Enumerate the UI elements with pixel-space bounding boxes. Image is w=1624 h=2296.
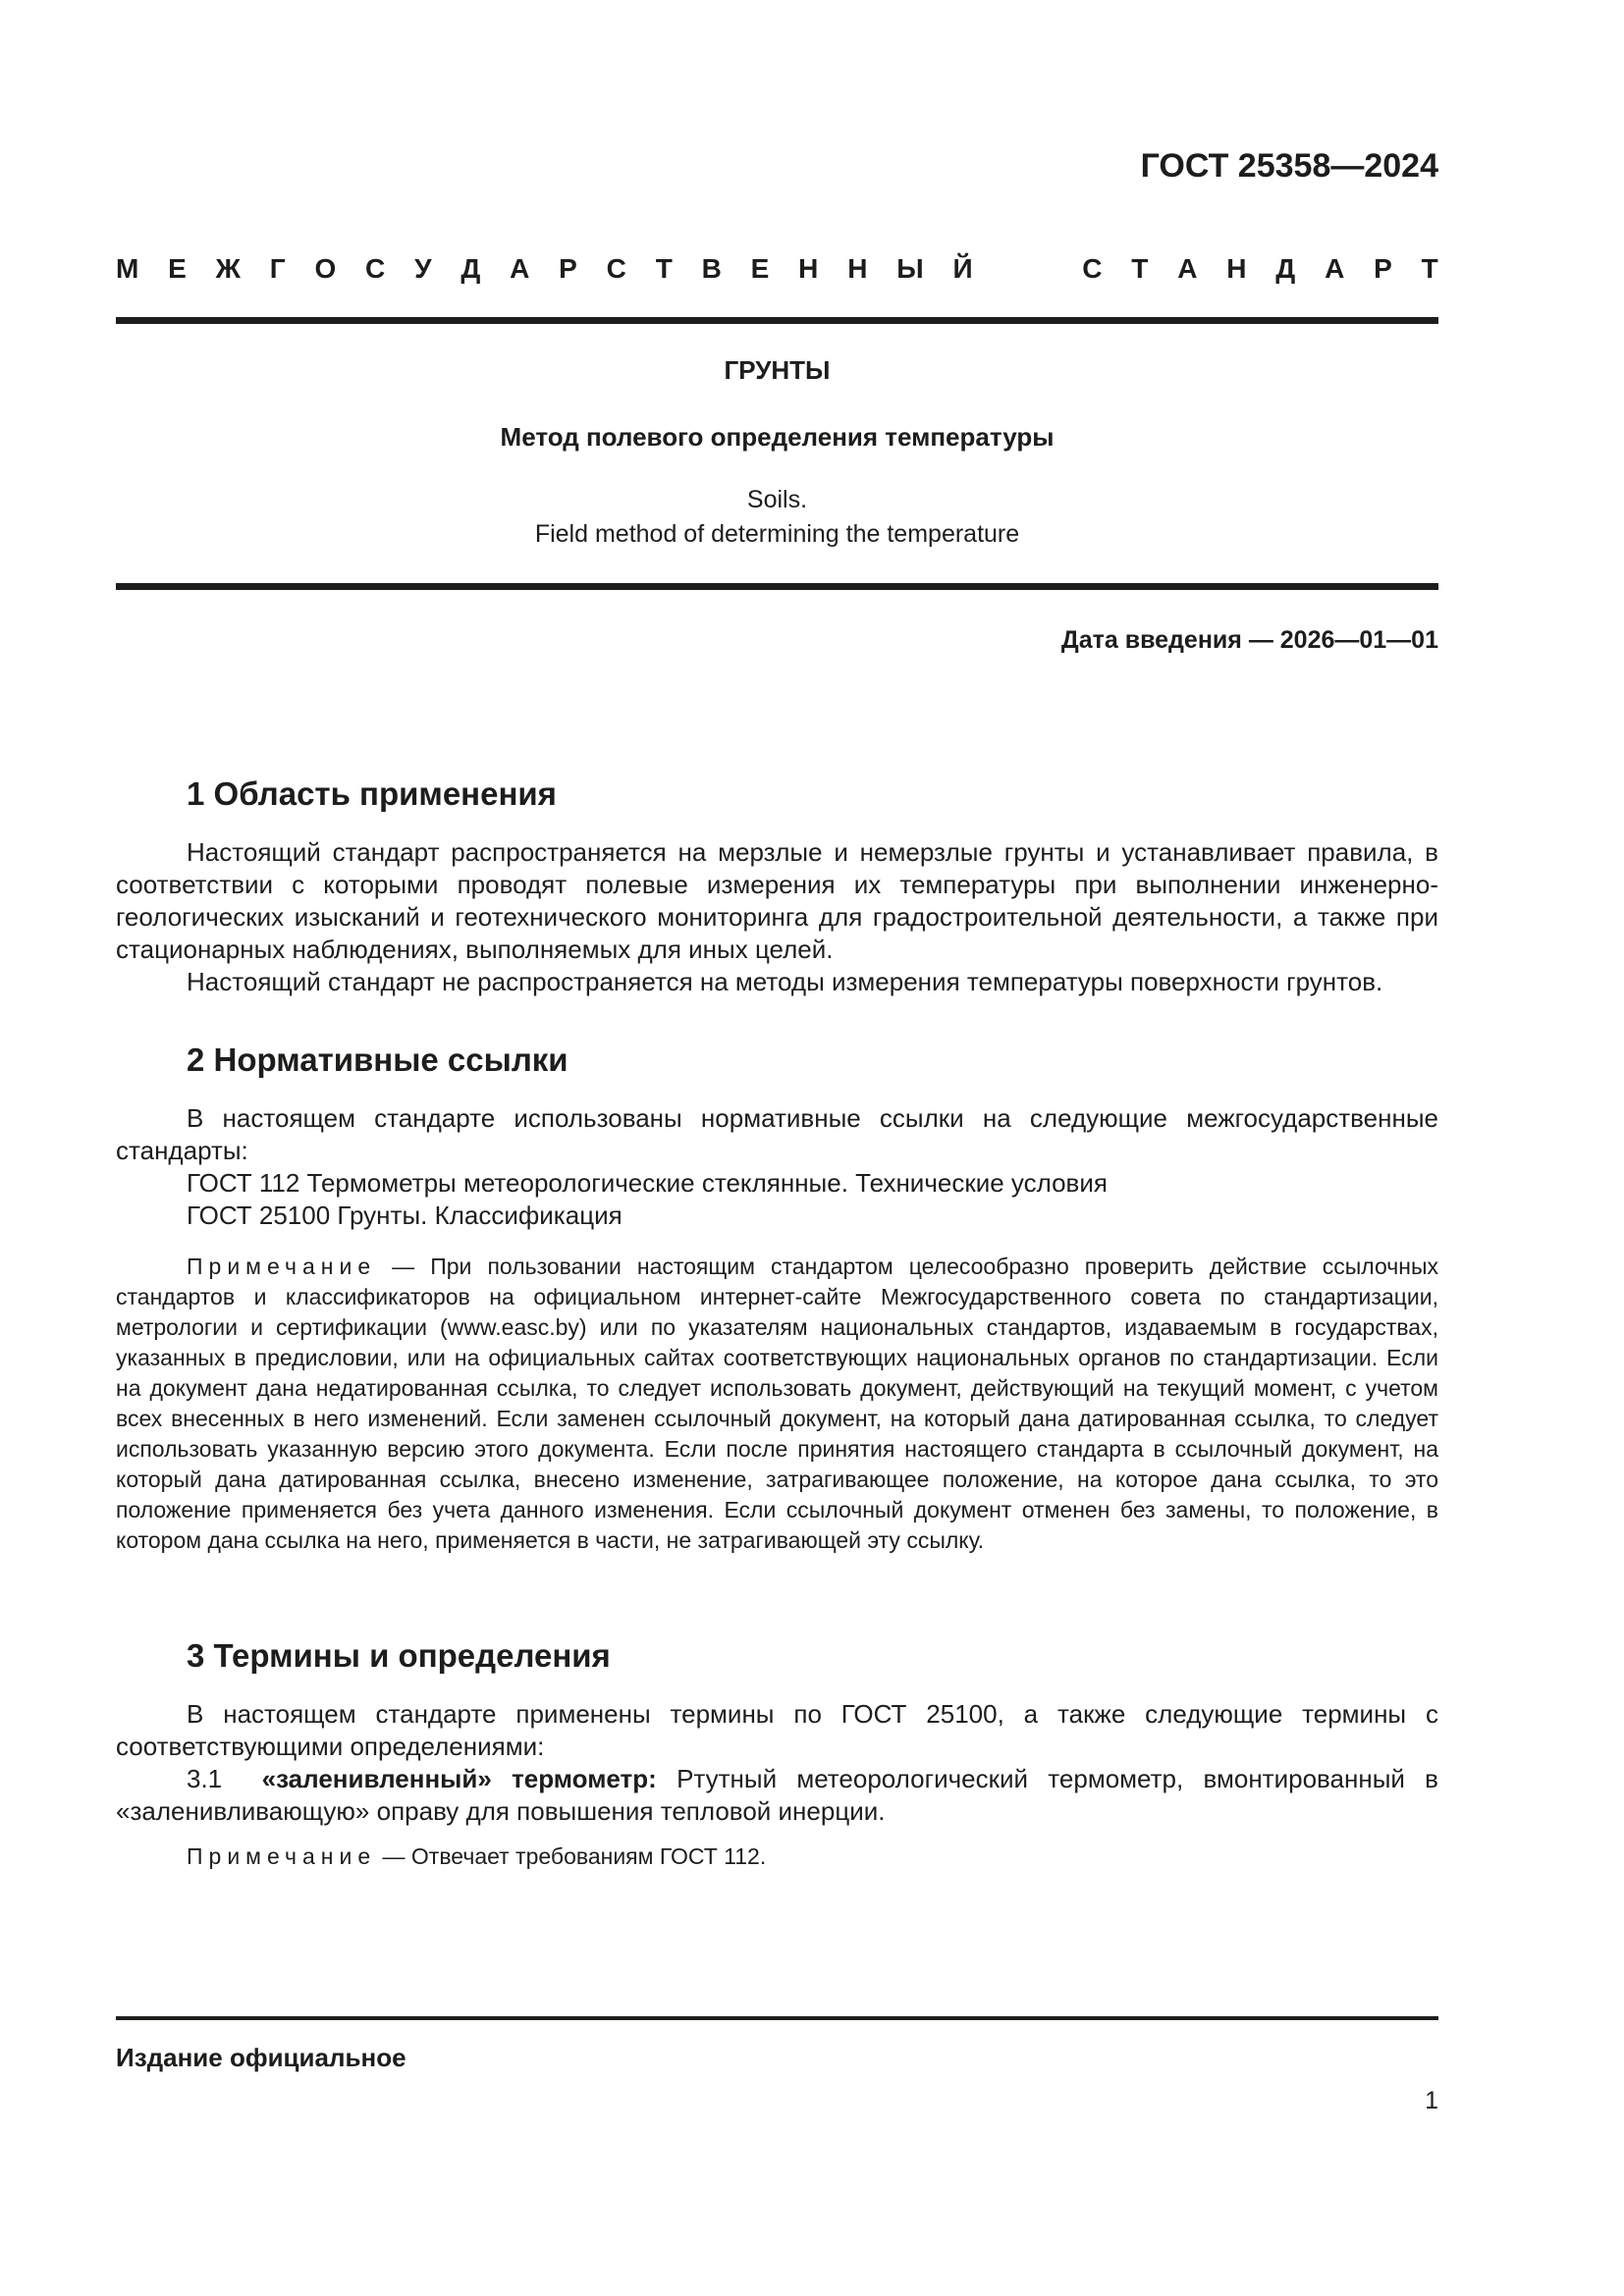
standard-type-letter: А — [510, 253, 530, 284]
document-subtitle: Метод полевого определения температуры — [500, 422, 1055, 452]
standard-type-letter: Д — [460, 253, 481, 284]
standard-type-letter: Р — [559, 253, 577, 284]
standard-type-letter: Р — [1374, 253, 1392, 284]
standard-type-letter: А — [1325, 253, 1345, 284]
note-label: Примечание — [187, 1843, 377, 1869]
note-text: — Отвечает требованиям ГОСТ 112. — [376, 1843, 767, 1869]
term-3-1 — [116, 1763, 1438, 1828]
section-1-paragraph-1: Настоящий стандарт распространяется на мерзлые и немерзлые грунты и устанавливает правила, в соответствии с которыми проводят полевые измерения их температуры при выполнении инженерно-геологических изысканий и геотехнического мониторинга для градостроительной деятельности, а также при стационарных наблюдениях, выполняемых для иных целей. — [116, 837, 1438, 964]
standard-type-letter: С — [1082, 253, 1103, 284]
document-title: ГРУНТЫ — [724, 355, 831, 385]
standard-type-letter: С — [606, 253, 626, 284]
note-label: Примечание — [187, 1254, 377, 1279]
standard-type-letter: М — [116, 253, 139, 284]
standard-type-letter: Т — [1421, 253, 1438, 284]
section-2-heading: 2 Нормативные ссылки — [187, 1041, 568, 1078]
section-3-body — [116, 1698, 1438, 1828]
note-text: — При пользовании настоящим стандартом целесообразно проверить действие ссылочных стандартов и классификаторов на официальном интернет-сайте Межгосударственного совета по стандартизации, метрологии и сертификации (www.easc.by) или по указателям национальных стандартов, издаваемым в государствах, указанных в предисловии, или на официальных сайтах соответствующих национальных органов по стандартизации. Если на документ дана недатированная ссылка, то следует использовать документ, действующий на текущий момент, с учетом всех внесенных в него изменений. Если заменен ссылочный документ, на который дана датированная ссылка, то следует использовать указанную версию этого документа. Если после принятия настоящего стандарта в ссылочный документ, на который дана датированная ссылка, внесено изменение, затрагивающее положение, на которое дана ссылка, то это положение применяется без учета данного изменения. Если ссылочный документ отменен без замены, то положение, в котором дана ссылка на него, применяется в части, не затрагивающей эту ссылку. — [116, 1254, 1438, 1553]
section-2-paragraph-1: В настоящем стандарте использованы нормативные ссылки на следующие межгосударственные стандарты: — [116, 1103, 1438, 1165]
standard-type-letter: Д — [1275, 253, 1296, 284]
page-number: 1 — [1425, 2087, 1438, 2114]
standard-type-letter: Н — [798, 253, 819, 284]
reference-gost-25100: ГОСТ 25100 Грунты. Классификация — [187, 1201, 623, 1230]
standard-type-letter: Ы — [896, 253, 924, 284]
reference-gost-112: ГОСТ 112 Термометры метеорологические стеклянные. Технические условия — [187, 1168, 1108, 1198]
english-title-line1: Soils. — [746, 486, 808, 513]
section-3-note — [116, 1842, 1438, 1872]
term-name: «заленивленный» термометр: — [261, 1764, 657, 1793]
header-rule — [116, 317, 1438, 324]
standard-type-letter: Е — [168, 253, 187, 284]
section-1-paragraph-2: Настоящий стандарт не распространяется на методы измерения температуры поверхности грунтов. — [187, 967, 1383, 996]
section-2-note — [116, 1252, 1438, 1556]
introduction-date: Дата введения — 2026—01—01 — [1060, 626, 1438, 654]
standard-type-letter: Г — [269, 253, 286, 284]
section-3-paragraph-1: В настоящем стандарте применены термины по ГОСТ 25100, а также следующие термины с соответствующими определениями: — [116, 1699, 1438, 1761]
standard-type-letter: У — [414, 253, 432, 284]
section-1-heading: 1 Область применения — [187, 775, 557, 812]
term-definition: Ртутный метеорологический термометр, вмонтированный в «заленивливающую» оправу для повышения тепловой инерции. — [116, 1764, 1438, 1826]
english-title — [116, 483, 1438, 552]
section-3-heading: 3 Термины и определения — [187, 1637, 611, 1674]
section-2-body — [116, 1102, 1438, 1167]
standard-type-letter: Т — [655, 253, 673, 284]
standard-type-letter: Т — [1131, 253, 1149, 284]
standard-type-letter: О — [314, 253, 337, 284]
standard-type-letter: А — [1177, 253, 1198, 284]
standard-type-letter: С — [365, 253, 386, 284]
standard-type-letter: Н — [847, 253, 868, 284]
standard-type-label — [116, 253, 1438, 285]
standard-type-letter: Й — [952, 253, 973, 284]
english-title-line2: Field method of determining the temperature — [534, 520, 1020, 548]
standard-type-letter: Е — [750, 253, 770, 284]
standard-type-letter: Н — [1226, 253, 1247, 284]
term-number: 3.1 — [187, 1764, 223, 1793]
title-rule — [116, 583, 1438, 590]
document-code: ГОСТ 25358—2024 — [1140, 147, 1438, 185]
standard-type-letter: Ж — [215, 253, 241, 284]
standard-type-letter: В — [701, 253, 722, 284]
normative-references-list — [187, 1167, 1108, 1232]
official-edition-label: Издание официальное — [116, 2043, 406, 2072]
footer-rule — [116, 2016, 1438, 2020]
section-1-body — [116, 836, 1438, 998]
